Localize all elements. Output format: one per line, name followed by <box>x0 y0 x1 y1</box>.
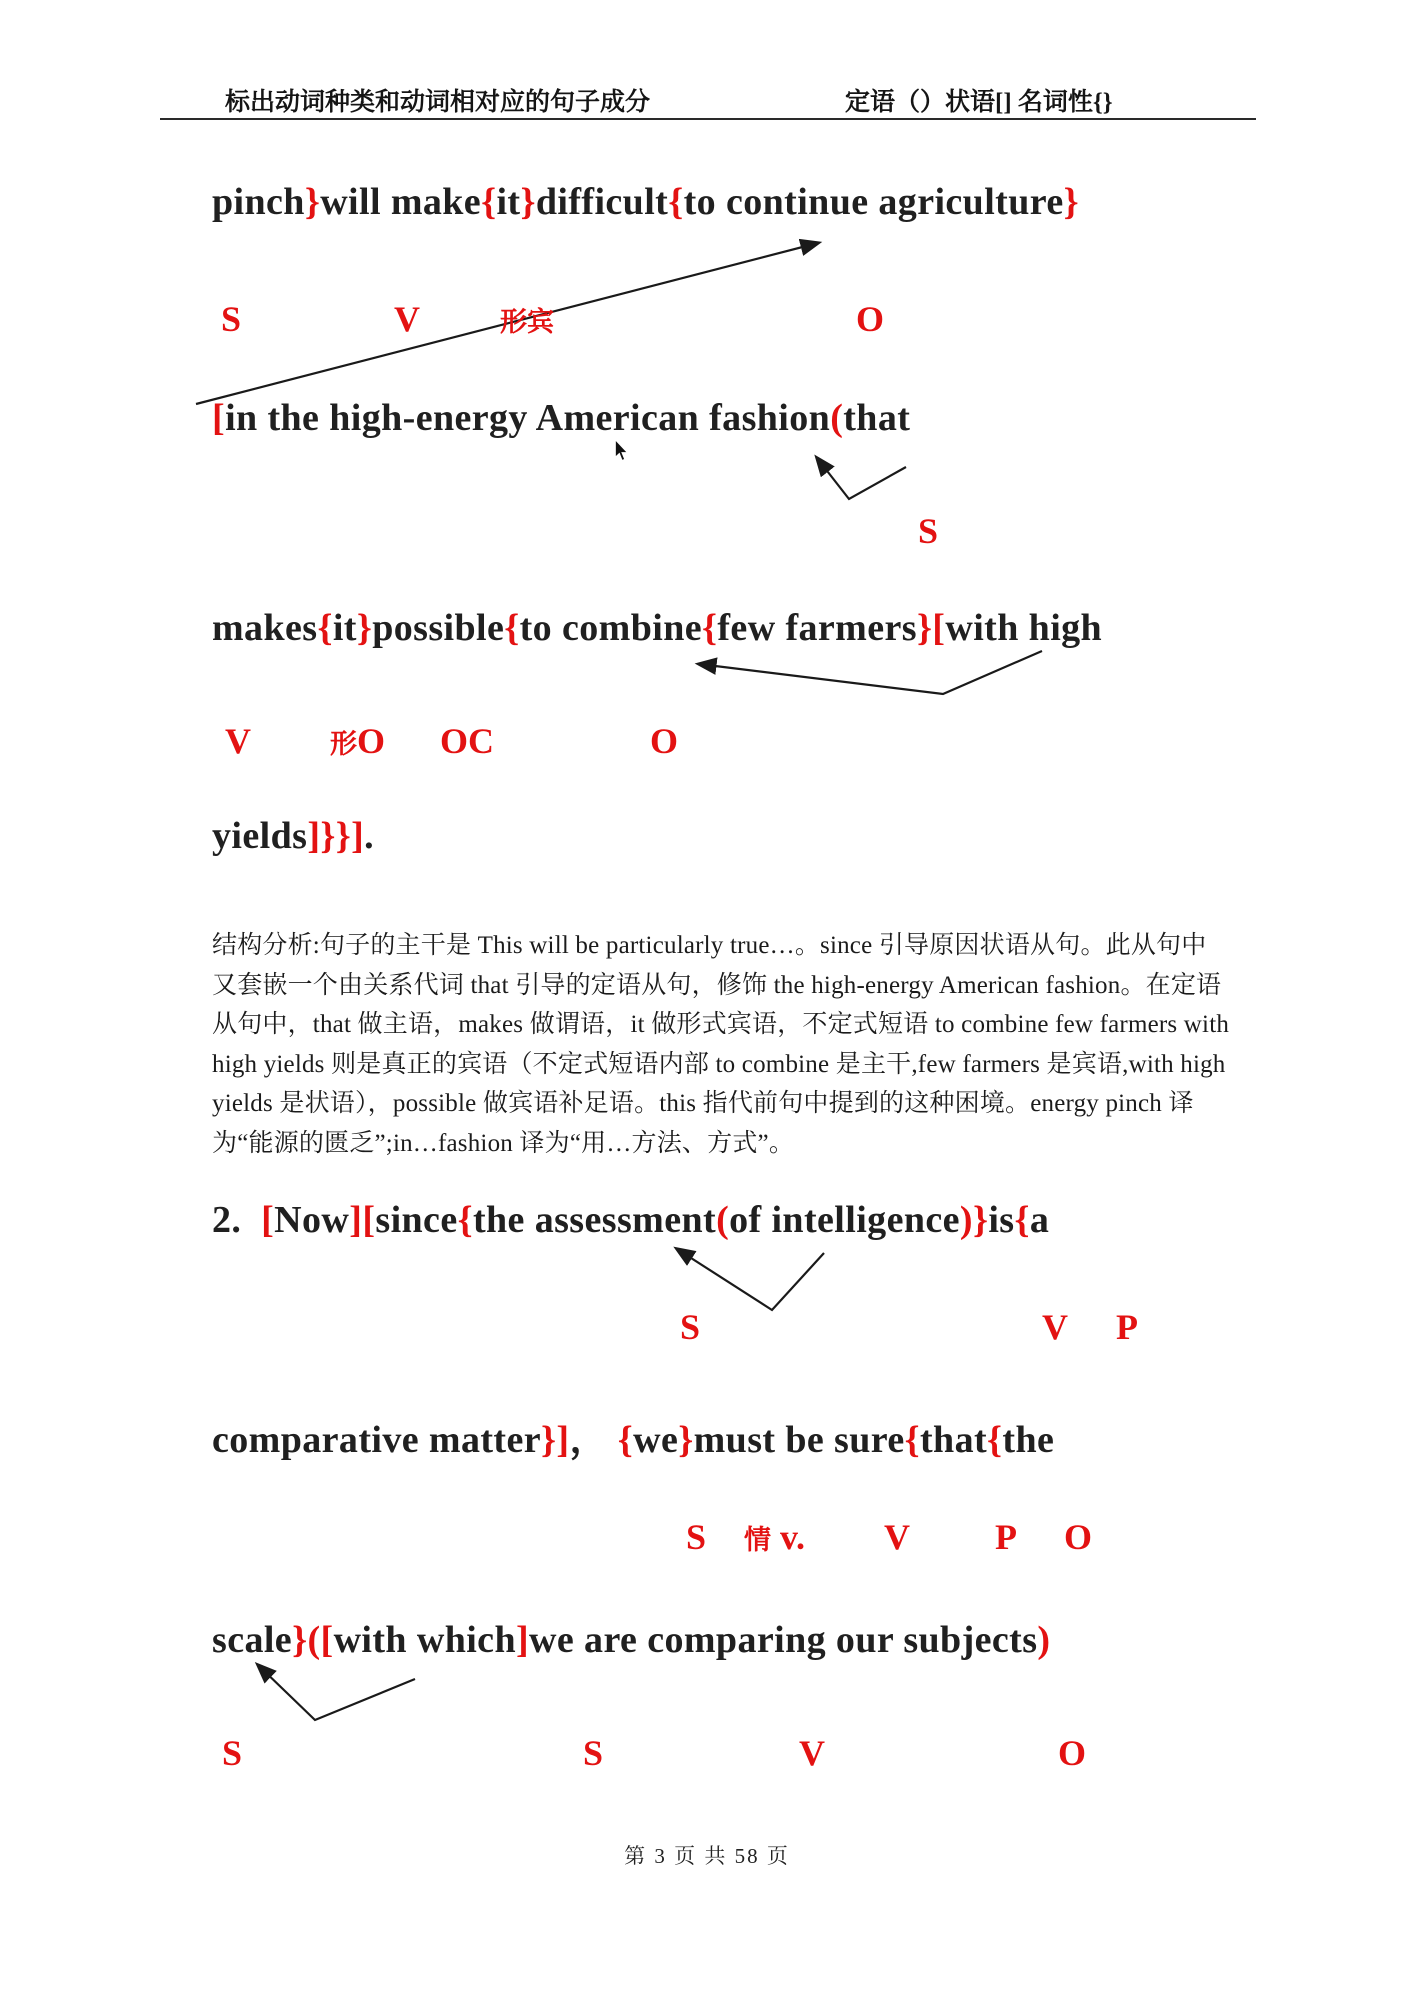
bracket-marker-text: 情 <box>744 1525 771 1555</box>
body-text: yields <box>212 815 308 857</box>
labels-row-1 <box>500 298 554 340</box>
bracket-marker-text: { <box>617 1419 634 1461</box>
body-text: difficult <box>535 181 669 223</box>
bracket-marker-text: { <box>317 607 333 649</box>
body-text: O <box>357 721 386 761</box>
labels-row-3 <box>1116 1306 1138 1348</box>
body-text: comparative matter <box>212 1419 541 1461</box>
bracket-marker-text: { <box>987 1419 1003 1461</box>
body-text: V <box>394 299 420 339</box>
labels-row-1 <box>394 298 420 340</box>
body-text: scale <box>212 1619 293 1661</box>
arrow-to-scale <box>258 1665 415 1720</box>
bracket-marker-text: ( <box>716 1199 730 1241</box>
body-text: S <box>918 511 939 551</box>
body-text: O <box>856 299 885 339</box>
body-text: a <box>1029 1199 1050 1241</box>
header-title-left: 标出动词种类和动词相对应的句子成分 <box>225 89 651 116</box>
body-text: O <box>650 721 679 761</box>
bracket-marker-text: ]}}] <box>307 815 365 857</box>
body-text: P <box>1116 1307 1138 1347</box>
analysis-paragraph <box>212 926 1229 1163</box>
labels-row-5 <box>222 1732 242 1774</box>
body-text: it <box>496 181 521 223</box>
body-text: O <box>1064 1517 1093 1557</box>
body-text: to continue agriculture <box>683 181 1064 223</box>
bracket-marker-text: [ <box>261 1199 275 1241</box>
body-text: ， <box>569 1419 618 1461</box>
bracket-marker-text: }([ <box>292 1619 334 1661</box>
sentence-line-5 <box>212 1198 1049 1242</box>
bracket-marker-text: [ <box>212 397 226 439</box>
body-text: must be sure <box>693 1419 905 1461</box>
body-text: with high <box>945 607 1103 649</box>
body-text: that <box>843 397 911 439</box>
sentence-line-7 <box>212 1618 1050 1662</box>
body-text: v. <box>771 1517 806 1557</box>
bracket-marker-text: { <box>668 181 684 223</box>
bracket-marker-text: } <box>1063 181 1079 223</box>
labels-row-2 <box>650 720 678 762</box>
body-text: S <box>222 1733 243 1773</box>
body-text: possible <box>372 607 505 649</box>
body-text: S <box>686 1517 707 1557</box>
body-text: the assessment <box>472 1199 717 1241</box>
body-text: pinch <box>212 181 305 223</box>
labels-row-3 <box>680 1306 700 1348</box>
body-text: since <box>375 1199 458 1241</box>
sentence-line-4 <box>212 814 374 858</box>
bracket-marker-text: { <box>504 607 520 649</box>
bracket-marker-text: { <box>904 1419 920 1461</box>
body-text: few farmers <box>717 607 917 649</box>
body-text: P <box>995 1517 1017 1557</box>
bracket-marker-text: ][ <box>349 1199 376 1241</box>
labels-row-2 <box>225 720 251 762</box>
analysis-line: 又套嵌一个由关系代词 that 引导的定语从句，修饰 the high-energy American fashion。在定语 <box>212 971 1222 999</box>
body-text: in the high-energy American fashion <box>225 397 831 439</box>
mouse-cursor-icon <box>614 440 630 462</box>
labels-row-4 <box>1064 1516 1092 1558</box>
bracket-marker-text: { <box>481 181 497 223</box>
labels-row-4 <box>995 1516 1017 1558</box>
body-text: OC <box>440 721 494 761</box>
bracket-marker-text: } <box>520 181 536 223</box>
body-text: that <box>919 1419 988 1461</box>
labels-row-1 <box>856 298 884 340</box>
analysis-line: 为“能源的匮乏”;in…fashion 译为“用…方法、方式”。 <box>212 1129 795 1157</box>
body-text: the <box>1002 1419 1055 1461</box>
bracket-marker-text: ] <box>515 1619 530 1661</box>
bracket-marker-text: { <box>702 607 718 649</box>
page-number: 第 3 页 共 58 页 <box>624 1844 790 1868</box>
bracket-marker-text: }[ <box>916 607 946 649</box>
body-text: V <box>225 721 251 761</box>
analysis-line: high yields 则是真正的宾语（不定式短语内部 to combine 是主干,few farmers 是宾语,with high <box>212 1050 1226 1078</box>
analysis-line: 结构分析:句子的主干是 This will be particularly true…。since 引导原因状语从句。此从句中 <box>212 932 1207 959</box>
body-text: . <box>364 815 375 857</box>
body-text: 2. <box>212 1199 262 1241</box>
labels-row-4 <box>884 1516 910 1558</box>
body-text: with which <box>333 1619 516 1661</box>
sentence-line-3 <box>212 606 1102 650</box>
bracket-marker-text: { <box>1014 1199 1030 1241</box>
bracket-marker-text: } <box>678 1419 694 1461</box>
labels-row-5 <box>583 1732 603 1774</box>
sentence-line-6 <box>212 1408 1054 1463</box>
labels-row-4 <box>686 1516 706 1558</box>
body-text: makes <box>212 607 318 649</box>
bracket-marker-text: 形宾 <box>500 307 554 337</box>
sentence-line-1 <box>212 180 1079 224</box>
body-text: S <box>680 1307 701 1347</box>
body-text: we are comparing our subjects <box>529 1619 1038 1661</box>
body-text: we <box>633 1419 679 1461</box>
labels-row-5 <box>799 1732 825 1774</box>
body-text: is <box>988 1199 1015 1241</box>
arrow-to-that <box>817 458 906 499</box>
bracket-marker-text: )} <box>959 1199 989 1241</box>
bracket-marker-text: } <box>304 181 321 223</box>
header-rule <box>160 118 1256 120</box>
labels-row-4 <box>744 1516 805 1558</box>
body-text: V <box>884 1517 910 1557</box>
bracket-marker-text: ( <box>830 397 844 439</box>
body-text: will make <box>320 181 482 223</box>
body-text: S <box>221 299 242 339</box>
labels-row-2 <box>440 720 494 762</box>
body-text: of intelligence <box>729 1199 960 1241</box>
body-text: V <box>1042 1307 1068 1347</box>
labels-that-subject <box>918 510 938 552</box>
arrow-to-assessment <box>677 1249 824 1310</box>
body-text: to combine <box>519 607 702 649</box>
bracket-marker-text: }] <box>541 1419 570 1461</box>
body-text: V <box>799 1733 825 1773</box>
body-text: O <box>1058 1733 1087 1773</box>
header-legend-right: 定语（）状语[] 名词性{} <box>845 89 1113 116</box>
sentence-line-2 <box>212 396 910 440</box>
body-text: it <box>332 607 357 649</box>
labels-row-5 <box>1058 1732 1086 1774</box>
bracket-marker-text: { <box>457 1199 473 1241</box>
analysis-line: yields 是状语），possible 做宾语补足语。this 指代前句中提到的这种困境。energy pinch 译 <box>212 1090 1194 1117</box>
labels-row-1 <box>221 298 241 340</box>
bracket-marker-text: } <box>356 607 373 649</box>
body-text: Now <box>274 1199 350 1241</box>
analysis-line: 从句中，that 做主语，makes 做谓语，it 做形式宾语，不定式短语 to combine few farmers with <box>212 1011 1230 1038</box>
arrow-to-combine <box>699 651 1042 694</box>
bracket-marker-text: 形 <box>330 729 357 759</box>
labels-row-3 <box>1042 1306 1068 1348</box>
body-text: S <box>583 1733 604 1773</box>
bracket-marker-text: ) <box>1037 1619 1051 1661</box>
labels-row-2 <box>330 720 385 762</box>
